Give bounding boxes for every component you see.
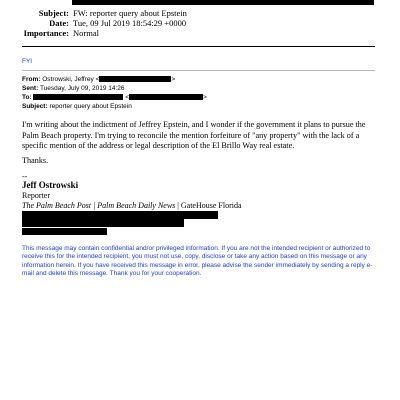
redaction-signature-1: [22, 211, 218, 219]
signature-company-line: [22, 201, 242, 210]
signature-company: | GateHouse Florida: [175, 201, 242, 210]
forward-sent-value: Tuesday, July 09, 2019 14:26: [39, 85, 125, 92]
redaction-signature-3: [22, 228, 107, 235]
importance-value: Normal: [73, 28, 99, 38]
forward-from-line: [22, 76, 175, 83]
forward-from-name: Ostrowski, Jeffrey <: [42, 76, 100, 83]
forward-from-close: >: [171, 76, 176, 83]
forward-sent-line: [22, 85, 125, 92]
forward-to-mid: <: [125, 94, 130, 101]
redaction-to-name: [33, 94, 123, 100]
redaction-from-email: [99, 76, 171, 82]
forward-subject-value: reporter query about Epstein: [49, 103, 132, 110]
date-value: Tue, 09 Jul 2019 18:54:29 +0000: [73, 18, 187, 28]
signature-title: Reporter: [22, 191, 50, 200]
forward-to-label: To:: [22, 94, 32, 101]
signature-publications: The Palm Beach Post | Palm Beach Daily News: [22, 201, 176, 210]
forward-to-line: [22, 94, 207, 101]
message-thanks: Thanks.: [22, 156, 49, 165]
redaction-to-email: [129, 94, 203, 100]
forward-separator: [22, 70, 375, 71]
confidentiality-disclaimer: This message may contain confidential and/or privileged information. If you are not the intended recipient or authorized to receive this for the intended recipient, you must not use, copy, disclose or take any action based on this message or any information herein. If you have received this message in error, please advise the sender immediately by sending a reply e-mail and delete this message. Thank you for your cooperation.: [22, 245, 373, 278]
forward-subject-line: [22, 103, 132, 110]
message-paragraph: I'm writing about the indictment of Jeffrey Epstein, and I wonder if the government it plans to pursue the Palm Beach property. I'm trying to reconcile the mention forfeiture of "any property" with the lack of a specific mention of the address or legal description of the El Brillo Way real estate.: [22, 120, 366, 151]
redaction-signature-2: [22, 219, 184, 227]
subject-value: FW: reporter query about Epstein: [73, 8, 187, 18]
fyi-text: FYI: [22, 58, 33, 65]
header-divider: [22, 46, 375, 47]
forward-subject-label: Subject:: [22, 103, 48, 110]
redaction-top: [72, 0, 374, 5]
date-label: Date:: [49, 18, 69, 28]
importance-label: Importance:: [23, 28, 69, 38]
signature-name: Jeff Ostrowski: [22, 180, 79, 190]
forward-to-close: >: [203, 94, 207, 101]
forward-sent-label: Sent:: [22, 85, 39, 92]
subject-label: Subject:: [38, 8, 69, 18]
signature-dashes: --: [22, 172, 28, 181]
forward-from-label: From:: [22, 76, 41, 83]
